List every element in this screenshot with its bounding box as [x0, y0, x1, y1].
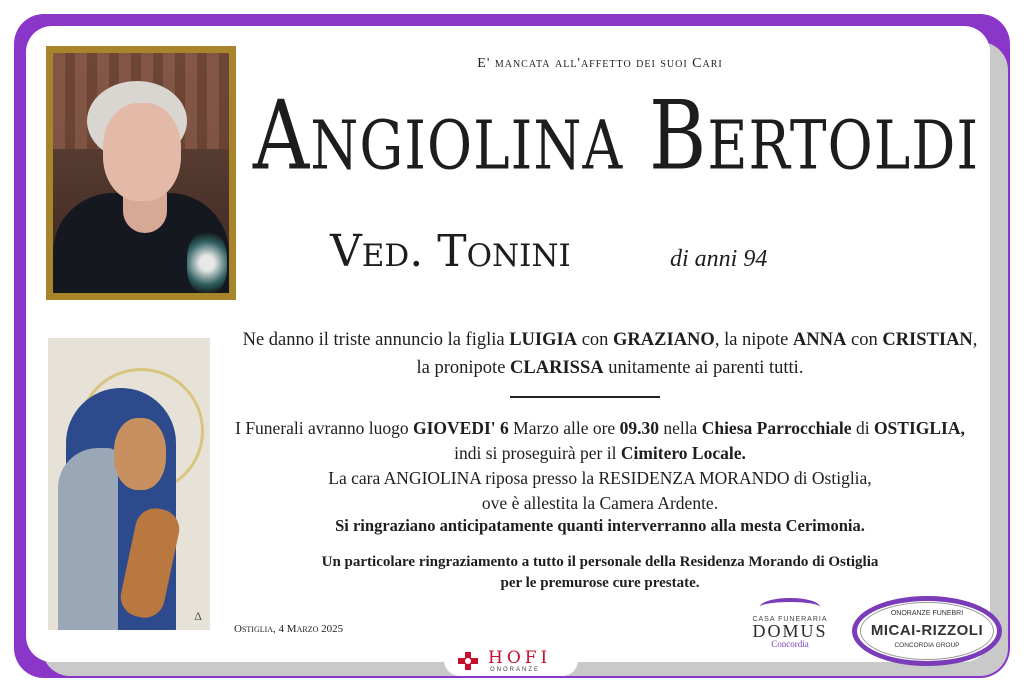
- funeral-info: [222, 416, 978, 516]
- special-thanks: Un particolare ringraziamento a tutto il personale della Residenza Morando di Ostiglia per le premurose cure prestate.: [321, 554, 879, 591]
- intro-line: E' mancata all'affetto dei suoi Cari: [477, 56, 723, 71]
- announcement-line-2: la pronipote CLARISSA unitamente ai parenti tutti.: [416, 358, 804, 378]
- announcement: [230, 326, 990, 382]
- hofi-logo: HOFI ONORANZE: [444, 644, 578, 676]
- funeral-line-2: indi si proseguirà per il Cimitero Locale.: [454, 443, 746, 463]
- place-date: Ostiglia, 4 Marzo 2025: [234, 623, 344, 635]
- domus-logo: CASA FUNERARIA DOMUS Concordia: [740, 598, 840, 649]
- funeral-line-4: ove è allestita la Camera Ardente.: [481, 493, 719, 513]
- portrait-photo: [46, 46, 236, 300]
- thanks-line: Si ringraziano anticipatamente quanti interverranno alla mesta Cerimonia.: [335, 516, 865, 535]
- divider: [510, 396, 660, 398]
- funeral-line-1: I Funerali avranno luogo GIOVEDI' 6 Marzo alle ore 09.30 nella Chiesa Parrocchiale di OSTIGLIA,: [235, 418, 965, 438]
- cross-flower-icon: [458, 652, 478, 670]
- madonna-image: Δ: [48, 338, 210, 630]
- micai-rizzoli-logo: ONORANZE FUNEBRI MICAI-RIZZOLI CONCORDIA GROUP: [852, 596, 1004, 668]
- deceased-name: Angiolina Bertoldi: [252, 82, 980, 192]
- age: di anni 94: [670, 246, 768, 272]
- widow-of: Ved. Tonini: [330, 226, 571, 277]
- announcement-line-1: Ne danno il triste annuncio la figlia LUIGIA con GRAZIANO, la nipote ANNA con CRISTIAN,: [242, 330, 978, 350]
- funeral-line-3: La cara ANGIOLINA riposa presso la RESIDENZA MORANDO di Ostiglia,: [328, 468, 872, 488]
